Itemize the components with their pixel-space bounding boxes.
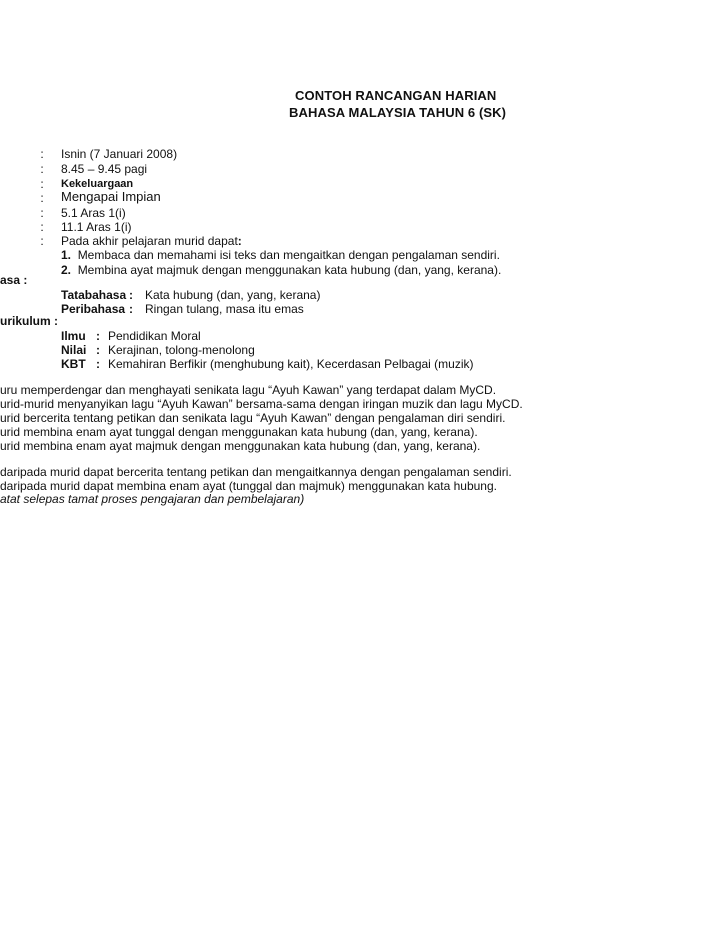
langkah-2: urid-murid menyanyikan lagu “Ayuh Kawan” bersama-sama dengan iringan muzik dan lagu MyCD. (0, 397, 523, 411)
nilai-value: Kerajinan, tolong-menolong (108, 343, 255, 357)
langkah-3: urid bercerita tentang petikan dan senikata lagu “Ayuh Kawan” dengan pengalaman diri sendiri. (0, 411, 506, 425)
refleksi-2: daripada murid dapat membina enam ayat (tunggal dan majmuk) menggunakan kata hubung. (0, 479, 497, 493)
langkah-5: urid membina enam ayat majmuk dengan menggunakan kata hubung (dan, yang, kerana). (0, 439, 481, 453)
document-title-line2: BAHASA MALAYSIA TAHUN 6 (SK) (289, 105, 507, 120)
tajuk-value: Mengapai Impian (61, 189, 161, 204)
tema-value: Kekeluargaan (61, 178, 134, 190)
kurikulum-label: urikulum : (0, 314, 59, 328)
peribahasa-value: Ringan tulang, masa itu emas (145, 302, 304, 316)
objektif-1 (61, 248, 500, 262)
tatabahasa-colon: : (129, 288, 133, 302)
objektif-2-number: 2. (61, 263, 72, 277)
document-title-line1: CONTOH RANCANGAN HARIAN (295, 88, 497, 103)
masa-value: 8.45 – 9.45 pagi (61, 162, 148, 176)
langkah-4: urid membina enam ayat tunggal dengan menggunakan kata hubung (dan, yang, kerana). (0, 425, 478, 439)
refleksi-1: daripada murid dapat bercerita tentang petikan dan mengaitkannya dengan pengalaman sendiri. (0, 465, 512, 479)
tatabahasa-label: Tatabahasa (61, 288, 127, 302)
kbt-colon: : (96, 357, 100, 371)
colon-tarikh: : (40, 147, 44, 161)
nilai-label: Nilai (61, 343, 87, 357)
tarikh-value: Isnin (7 Januari 2008) (61, 147, 178, 161)
colon-tema: : (40, 177, 44, 191)
tatabahasa-value: Kata hubung (dan, yang, kerana) (145, 288, 321, 302)
objektif-intro (61, 234, 242, 248)
objektif-1-text: Membaca dan memahami isi teks dan mengaitkan dengan pengalaman sendiri. (77, 248, 500, 262)
langkah-1: uru memperdengar dan menghayati senikata lagu “Ayuh Kawan” yang terdapat dalam MyCD. (0, 383, 497, 397)
peribahasa-label: Peribahasa (61, 302, 126, 316)
objektif-1-number: 1. (61, 248, 72, 262)
objektif-intro-text: Pada akhir pelajaran murid dapat (61, 234, 238, 248)
ilmu-value: Pendidikan Moral (108, 329, 201, 343)
nilai-colon: : (96, 343, 100, 357)
hasil-pembelajaran-2: 11.1 Aras 1(i) (61, 220, 132, 234)
objektif-2 (61, 263, 501, 277)
colon-hasil-1: : (40, 206, 44, 220)
kbt-label: KBT (61, 357, 86, 371)
colon-masa: : (40, 162, 44, 176)
colon-tajuk: : (40, 191, 44, 205)
ilmu-label: Ilmu (61, 329, 86, 343)
ilmu-colon: : (96, 329, 100, 343)
colon-hasil-2: : (40, 220, 44, 234)
peribahasa-colon: : (129, 302, 133, 316)
objektif-intro-colon: : (237, 234, 242, 248)
hasil-pembelajaran-1: 5.1 Aras 1(i) (61, 206, 126, 220)
objektif-2-text: Membina ayat majmuk dengan menggunakan kata hubung (dan, yang, kerana). (77, 263, 502, 277)
sistem-bahasa-label: asa : (0, 273, 28, 287)
colon-objektif: : (40, 234, 44, 248)
nota-catatan: atat selepas tamat proses pengajaran dan pembelajaran) (0, 492, 305, 506)
kbt-value: Kemahiran Berfikir (menghubung kait), Kecerdasan Pelbagai (muzik) (108, 357, 474, 371)
